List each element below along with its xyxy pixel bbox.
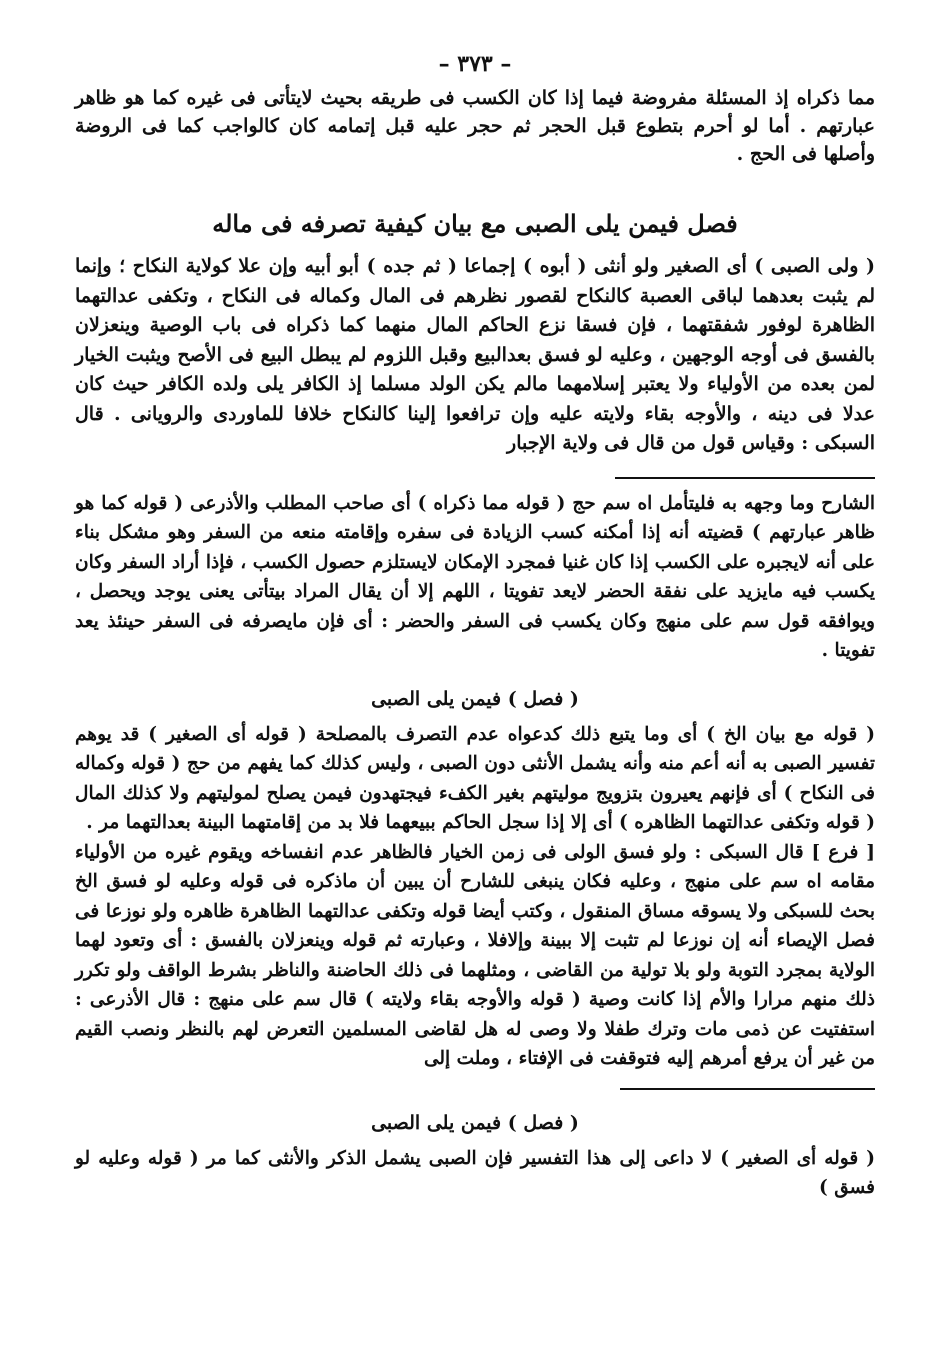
section-title: فصل فيمن يلى الصبى مع بيان كيفية تصرفه فى ماله [212,209,738,238]
document-page [75,48,875,1203]
page-number: – ٣٧٣ – [438,51,512,77]
commentary-paragraph-4: ( قوله أى الصغير ) لا داعى إلى هذا التفسير فإن الصبى يشمل الذكر والأنثى كما مر ( قوله وعليه لو فسق ) [75,1147,875,1198]
commentary-sub-heading-2: ( فصل ) فيمن يلى الصبى [371,1111,579,1134]
commentary-sub-heading-1: ( فصل ) فيمن يلى الصبى [371,687,579,710]
commentary-paragraph-1: الشارح وما وجهه به فليتأمل اه سم حج ( قوله مما ذكراه ) أى صاحب المطلب والأذرعى ( قوله كما هو ظاهر عبارتهم ) قضيته أنه إذا أمكنه كسب الزيادة فى سفره وإقامته منعه من السفر وهو مشكل بناء على أنه لايجبره على الكسب إذا كان غنيا فمجرد الإمكان لايستلزم حصول الكسب ، فإذا أراد السفر وكان يكسب فيه مايزيد على نفقة الحضر لايعد تفويتا ، اللهم إلا أن يقال المراد بيتأتى يعنى يوجد ويحصل ، ويوافقه قول سم على منهج وكان يكسب فى السفر والحضر : أى فإن مايصرفه فى السفر حينئذ يعد تفويتا . [75,492,875,661]
commentary-paragraph-2: ( قوله مع بيان الخ ) أى وما يتبع ذلك كدعواه عدم التصرف بالمصلحة ( قوله أى الصغير ) قد يوهم تفسير الصبى به أنه أعم منه وأنه يشمل الأنثى دون الصبى ، وليس كذلك كما يفهم من حج ( قوله وكماله فى النكاح ) أى فإنهم يعيرون بتزويج موليتهم بغير الكفء فيجتهدون فيمن يصلح لموليتهم ولا كذلك المال ( قوله وتكفى عدالتهما الظاهره ) أى إلا إذا سجل الحاكم ببيعهما فلا بد من إقامتهما البينة بعدالتهما مر . [75,723,875,833]
second-footnote-separator [620,1088,875,1090]
footnote-separator [615,477,875,479]
top-continuation-text: مما ذكراه إذ المسئلة مفروضة فيما إذا كان الكسب فى طريقه بحيث لايتأتى فى غيره كما هو ظاهر عبارتهم . أما لو أحرم بتطوع قبل الحجر ثم حجر عليه قبل إتمامه كان كالواجب كما فى الروضة وأصلها فى الحج . [75,87,875,165]
main-text: ( ولى الصبى ) أى الصغير ولو أنثى ( أبوه ) إجماعا ( ثم جده ) أبو أبيه وإن علا كولاية النكاح ؛ وإنما لم يثبت بعدهما لباقى العصبة كالنكاح لقصور نظرهم فى المال وكماله فى النكاح ، وتكفى عدالتهما الظاهرة لوفور شفقتهما ، فإن فسقا نزع الحاكم المال منهما كما ذكراه فى باب الوصية وينعزلان بالفسق فى أوجه الوجهين ، وعليه لو فسق بعدالبيع وقبل اللزوم لم يبطل البيع فى الأصح ويثبت الخيار لمن بعده من الأولياء ولا يعتبر إسلامهما مالم يكن الولد مسلما إذ الكافر يلى ولده الكافر حيث كان عدلا فى دينه ، والأوجه بقاء ولايته عليه وإن ترافعوا إلينا كالنكاح خلافا للماوردى والرويانى . قال السبكى : وقياس قول من قال فى ولاية الإجبار [75,255,875,454]
commentary-paragraph-3: [ فرع ] قال السبكى : ولو فسق الولى فى زمن الخيار فالظاهر عدم انفساخه ويقوم غيره من الأولياء مقامه اه سم على منهج ، وعليه فكان ينبغى للشارح أن يبين أن ماذكره فى قوله وعليه لو فسق الخ بحث للسبكى ولا يسوقه مساق المنقول ، وكتب أيضا قوله وتكفى عدالتهما الظاهرة ظاهره ولو نوزعا فى فصل الإيصاء أنه إن نوزعا لم تثبت إلا ببينة وإلافلا ، وعبارته ثم قوله وينعزلان بالفسق : أى وتعود لهما الولاية بمجرد التوبة ولو بلا تولية من القاضى ، ومثلهما فى ذلك الحاضنة والناظر بشرط الواقف ولو تكرر ذلك منهم مرارا والأم إذا كانت وصية ( قوله والأوجه بقاء ولايته ) قال سم على منهج : قال الأذرعى : استفتيت عن ذمى مات وترك طفلا ولا وصى له هل لقاضى المسلمين التعرض لهم بالنظر ونصب القيم من غير أن يرفع أمرهم إليه فتوقفت فى الإفتاء ، وملت إلى [75,841,875,1069]
